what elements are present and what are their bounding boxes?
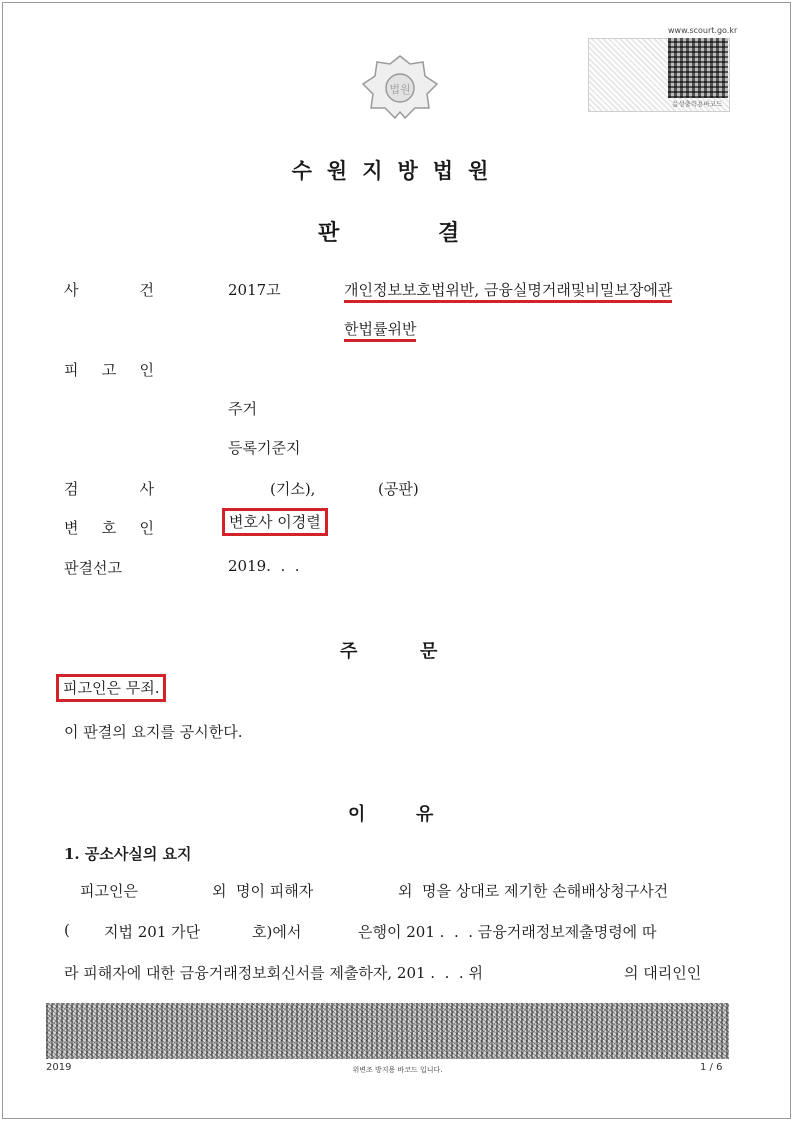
doc-title-left: 판 xyxy=(318,220,340,246)
footer-barcode-note: 위변조 방지용 바코드 입니다. xyxy=(352,1066,443,1074)
footer-year: 2019 xyxy=(46,1062,72,1073)
reason-p2-d: 은행이 201 . . . 금융거래정보제출명령에 따 xyxy=(358,923,657,941)
prosecutor-trial: (공판) xyxy=(378,480,419,498)
case-title-line1: 개인정보보호법위반, 금융실명거래및비밀보장에관 xyxy=(344,281,672,303)
order-heading-left: 주 xyxy=(340,641,358,662)
qr-code xyxy=(668,38,728,98)
reason-p2-a: ( xyxy=(64,921,70,939)
site-url: www.scourt.go.kr xyxy=(668,26,738,35)
defendant-label: 피 고 인 xyxy=(64,361,154,379)
registry-label: 등록기준지 xyxy=(228,439,301,457)
order-heading-right: 문 xyxy=(420,641,438,662)
verdict-not-guilty: 피고인은 무죄. xyxy=(56,674,166,702)
case-label: 사 건 xyxy=(64,281,154,299)
reason-p1-b: 외 명이 피해자 xyxy=(212,882,314,900)
reason-p1-c: 외 명을 상대로 제기한 손해배상청구사건 xyxy=(398,882,669,900)
court-name: 수원지방법원 xyxy=(291,158,504,183)
barcode-label: 음성출력용바코드 xyxy=(672,100,723,108)
reason-p2-c: 호)에서 xyxy=(252,923,302,941)
verdict-date-label: 판결선고 xyxy=(64,559,122,577)
page-number: 1 / 6 xyxy=(700,1062,723,1073)
verdict-date-value: 2019. . . xyxy=(228,557,300,575)
reason-p3-b: 의 대리인인 xyxy=(624,964,702,982)
reason-p2-b: 지법 201 가단 xyxy=(104,923,201,941)
reason-heading-left: 이 xyxy=(348,804,366,825)
anti-forgery-barcode xyxy=(46,1003,729,1059)
lawyer-name: 변호사 이경렬 xyxy=(222,508,328,536)
reason-p1-a: 피고인은 xyxy=(80,882,138,900)
reason-heading-right: 유 xyxy=(416,804,434,825)
court-seal xyxy=(355,52,445,122)
case-title-line2: 한법률위반 xyxy=(344,320,416,342)
svg-text:법원: 법원 xyxy=(389,83,411,96)
reason-p3-a: 라 피해자에 대한 금융거래정보회신서를 제출하자, 201 . . . 위 xyxy=(64,964,483,982)
prosecutor-label: 검 사 xyxy=(64,480,154,498)
reason-subheading: 1. 공소사실의 요지 xyxy=(64,845,192,863)
case-number: 2017고 xyxy=(228,281,281,299)
order-publication: 이 판결의 요지를 공시한다. xyxy=(64,723,243,741)
prosecutor-indict: (기소), xyxy=(270,480,316,498)
doc-title-right: 결 xyxy=(438,220,460,246)
lawyer-label: 변 호 인 xyxy=(64,519,154,537)
address-label: 주거 xyxy=(228,400,257,418)
